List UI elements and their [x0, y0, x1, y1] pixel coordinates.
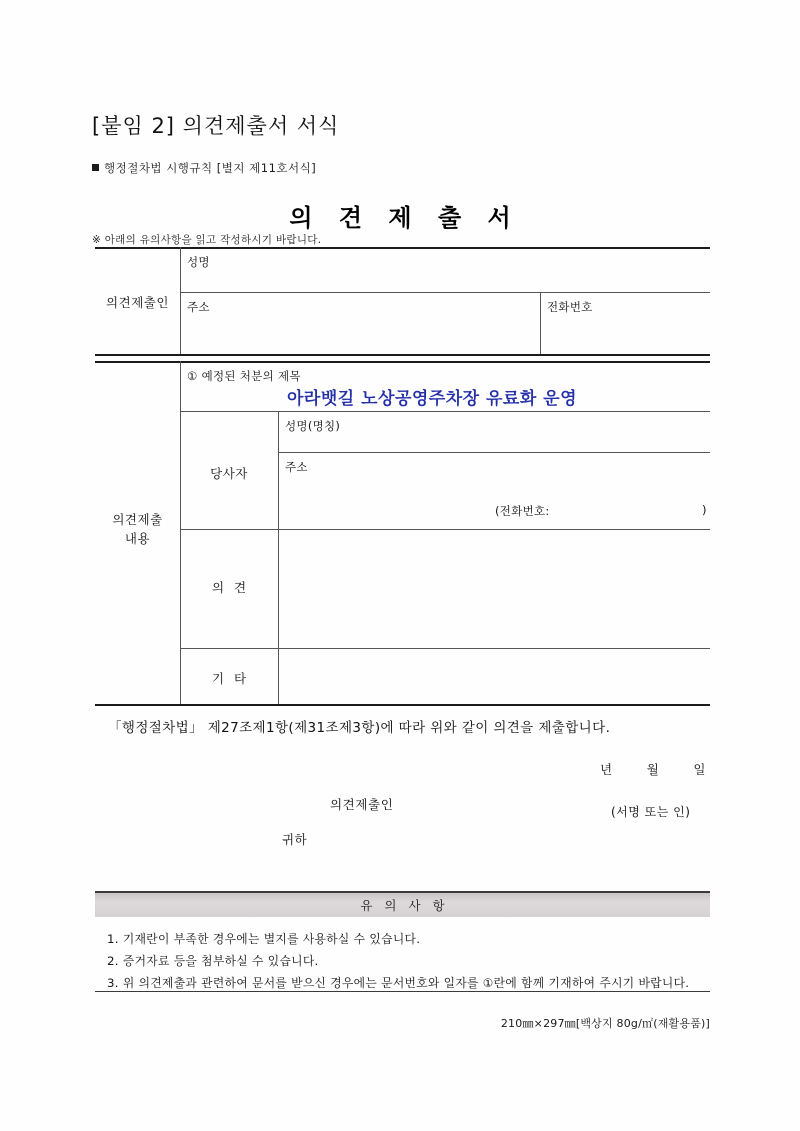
- note-item-3: 3. 위 의견제출과 관련하여 문서를 받으신 경우에는 문서번호와 일자를 ①란에 함께 기재하여 주시기 바랍니다.: [107, 976, 690, 990]
- table2-label-column-divider: [180, 361, 181, 705]
- paper-specification: 210㎜×297㎜[백상지 80g/㎡(재활용품)]: [500, 1017, 710, 1030]
- subject-label: [187, 368, 301, 384]
- party-address-label: 주소: [285, 460, 308, 474]
- document-title: 의 견 제 출 서: [289, 204, 520, 232]
- table2-bottom-border: [95, 704, 710, 706]
- content-row-label-line1: 의견제출: [112, 512, 163, 527]
- table1-phone-column-divider: [540, 292, 541, 355]
- note-item-2: 2. 증거자료 등을 첨부하실 수 있습니다.: [107, 954, 319, 968]
- table1-name-row-divider: [180, 292, 710, 293]
- bullet-square-icon: [92, 164, 99, 171]
- table2-sublabel-column-divider: [278, 411, 279, 705]
- etc-label: 기 타: [211, 671, 250, 686]
- legal-statement: 「행정절차법」 제27조제1항(제31조제3항)에 따라 위와 같이 의견을 제출합니다.: [108, 720, 611, 736]
- party-phone-open: (전화번호:: [495, 504, 550, 518]
- opinion-block-bottom-divider: [180, 648, 710, 649]
- table1-top-border: [95, 247, 710, 249]
- party-name-row-divider: [278, 452, 710, 453]
- table1-label-column-divider: [180, 247, 181, 355]
- rule-reference: [92, 160, 316, 176]
- date-line: [600, 760, 706, 778]
- content-row-label: [95, 510, 180, 548]
- recipient-label: 귀하: [282, 832, 308, 847]
- submitter-name-label: 성명: [187, 255, 210, 269]
- submitter-phone-label: 전화번호: [547, 300, 593, 314]
- table2-subject-row-divider: [180, 411, 710, 412]
- attachment-title: [붙임 2] 의견제출서 서식: [92, 114, 340, 138]
- content-row-label-line2: 내용: [124, 531, 151, 546]
- notes-heading: 유 의 사 항: [360, 898, 449, 913]
- note-item-1: 1. 기재란이 부족한 경우에는 별지를 사용하실 수 있습니다.: [107, 932, 421, 946]
- subject-marker: ①: [187, 369, 198, 383]
- party-label: 당사자: [210, 466, 248, 481]
- party-name-label: 성명(명칭): [285, 419, 341, 433]
- subject-value: 아라뱃길 노상공영주차장 유료화 운영: [287, 389, 578, 409]
- table1-bottom-border: [95, 354, 710, 356]
- party-block-bottom-divider: [180, 529, 710, 530]
- signature-submitter-label: 의견제출인: [330, 797, 394, 812]
- top-notice: ※ 아래의 유의사항을 읽고 작성하시기 바랍니다.: [92, 234, 322, 246]
- party-phone-close: ): [702, 503, 707, 517]
- submitter-row-label: 의견제출인: [106, 295, 169, 310]
- footer-divider: [95, 991, 710, 992]
- month-label: 월: [646, 762, 660, 777]
- day-label: 일: [693, 762, 706, 777]
- submitter-address-label: 주소: [187, 300, 210, 314]
- notes-band: [95, 891, 710, 917]
- rule-reference-label: 행정절차법 시행규칙 [별지 제11호서식]: [104, 161, 317, 175]
- subject-label-text: 예정된 처분의 제목: [201, 369, 301, 383]
- opinion-label: 의 견: [211, 580, 250, 595]
- table2-top-border: [95, 361, 710, 363]
- year-label: 년: [600, 762, 613, 777]
- signature-note: (서명 또는 인): [611, 805, 691, 819]
